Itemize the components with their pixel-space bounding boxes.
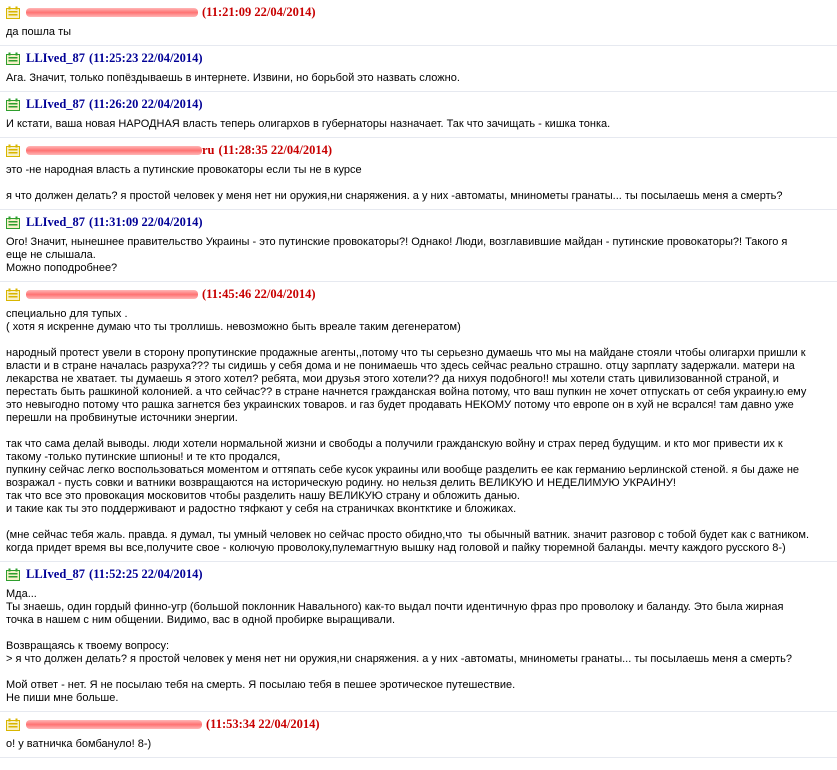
message-line: возражал - пусть совки и ватники возвращаются на историческую родину. но нельзя делить ВЕЛИКУЮ И НЕДЕЛИМУЮ УКРАИНУ!: [6, 477, 676, 489]
message-body: [0, 70, 837, 91]
message: [0, 46, 837, 92]
message-line: это невыгодно потому что рашка загнется без украинских товаров. и газ будет продавать НЕКОМУ потому что европе он в хуй не всрался! там давно уже: [6, 399, 794, 411]
message-line: Мой ответ - нет. Я не посылаю тебя на смерть. Я посылаю тебя в пешее эротическое путешествие.: [6, 679, 516, 691]
message: [0, 92, 837, 138]
redacted-sender-name: [26, 8, 198, 17]
message-timestamp: (11:26:20 22/04/2014): [89, 96, 203, 111]
message-header: [0, 282, 837, 306]
message-body: [0, 306, 837, 561]
message: [0, 0, 837, 46]
message-line: Ты знаешь, один гордый финно-угр (большой поклонник Навального) как-то выдал почти идентичную фраз про проволоку и баланду. Это была жирная: [6, 601, 784, 613]
message-line: так что сама делай выводы. люди хотели нормальной жизни и свободы а получили гражданскую войну и страх перед будущим. и кто мог привести их к: [6, 438, 783, 450]
user-card-green-icon: [6, 98, 20, 111]
sender-name[interactable]: LLIved_87: [26, 96, 86, 111]
sender-name[interactable]: LLIved_87: [26, 214, 86, 229]
message-line: власти и в стране началась разруха??? ты сидишь у себя дома и не понимаешь что здесь сейчас реально страшно. отцу зарплату задержали. матери на: [6, 360, 795, 372]
message-line: (мне сейчас тебя жаль. правда. я думал, ты умный человек но сейчас просто обидно,что ты обычный ватник. значит разговор с тобой будет как с ватником.: [6, 529, 810, 541]
message-timestamp: (11:31:09 22/04/2014): [89, 214, 203, 229]
message-header: [0, 92, 837, 116]
message-line: да пошла ты: [6, 26, 72, 38]
message-line: Ого! Значит, нынешнее правительство Украины - это путинские провокаторы?! Однако! Люди, возглавившие майдан - путинские провокаторы?! Такого я: [6, 236, 788, 248]
user-card-yellow-icon: [6, 144, 20, 157]
message-line: и такие как ты это поддерживают и радостно тяфкают у себя на страничках вконтктике и бложиках.: [6, 503, 517, 515]
sender-name[interactable]: LLIved_87: [26, 566, 86, 581]
message: [0, 282, 837, 562]
message: [0, 210, 837, 282]
message-line: перестать быть рашкиной колонией. а что сейчас?? в стране начнется гражданская война потому, что ваш пупкин не хочет отпускать от себя украину.ю ему: [6, 386, 807, 398]
message-header: [0, 46, 837, 70]
message-body: [0, 116, 837, 137]
user-card-yellow-icon: [6, 718, 20, 731]
message-timestamp: (11:28:35 22/04/2014): [218, 142, 333, 157]
message-timestamp: (11:53:34 22/04/2014): [206, 716, 320, 731]
message-body: [0, 234, 837, 281]
user-card-yellow-icon: [6, 288, 20, 301]
message-body: [0, 586, 837, 711]
message-line: специально для тупых .: [6, 308, 128, 320]
message-timestamp: (11:45:46 22/04/2014): [202, 286, 316, 301]
sender-name[interactable]: LLIved_87: [26, 50, 86, 65]
message-line: И кстати, ваша новая НАРОДНАЯ власть теперь олигархов в губернаторы назначает. Так что зачищать - кишка тонка.: [6, 118, 611, 130]
message-header: [0, 0, 837, 24]
user-card-green-icon: [6, 216, 20, 229]
user-card-green-icon: [6, 52, 20, 65]
message-header: [0, 712, 837, 736]
message-line: это -не народная власть а путинские провокаторы если ты не в курсе: [6, 164, 362, 176]
redacted-sender-name: [26, 290, 198, 299]
message: [0, 562, 837, 712]
message-line: так что все это провокация московитов чтобы разделить нашу ВЕЛИКУЮ страну и обложить данью.: [6, 490, 520, 502]
message-line: перешли на пробвинутые источники энергии.: [6, 412, 238, 424]
user-card-yellow-icon: [6, 6, 20, 19]
redacted-sender-name: [26, 146, 202, 155]
message-header: [0, 562, 837, 586]
message-line: еще не слышала.: [6, 249, 96, 261]
message-line: о! у ватничка бомбануло! 8-): [6, 738, 152, 750]
message-timestamp: (11:25:23 22/04/2014): [89, 50, 203, 65]
message-timestamp: (11:52:25 22/04/2014): [89, 566, 203, 581]
user-card-green-icon: [6, 568, 20, 581]
message-line: точка в нашем с ним общении. Видимо, вас в одной пробирке выращивали.: [6, 614, 396, 626]
message-header: [0, 138, 837, 162]
message-line: > я что должен делать? я простой человек у меня нет ни оружия,ни снаряжения. а у них -автоматы, мнинометы гранаты... ты посылаешь меня а смерть?: [6, 653, 792, 665]
message: [0, 712, 837, 758]
message-line: когда придет время вы все,получите свое - колючую проволоку,пулемагтную вышку над головой и пайку тюремной баланды. мечту каждого русского 8-): [6, 542, 786, 554]
redacted-sender-name: [26, 720, 202, 729]
message-line: такому -только путинские шпионы! и те кто продался,: [6, 451, 281, 463]
message-body: [0, 24, 837, 45]
message-line: Ага. Значит, только попёздываешь в интернете. Извини, но борьбой это назвать сложно.: [6, 72, 460, 84]
message-line: Возвращаясь к твоему вопросу:: [6, 640, 170, 652]
message-line: Не пиши мне больше.: [6, 692, 119, 704]
message-header: [0, 210, 837, 234]
message: [0, 138, 837, 210]
message-body: [0, 162, 837, 209]
message-line: я что должен делать? я простой человек у меня нет ни оружия,ни снаряжения. а у них -автоматы, мнинометы гранаты... ты посылаешь меня а смерть?: [6, 190, 783, 202]
message-body: [0, 736, 837, 757]
message-timestamp: (11:21:09 22/04/2014): [202, 4, 316, 19]
message-line: народный протест увели в сторону пропутинские продажные агенты,,потому что ты серьезно думаешь что мы на майдане стояли чтобы олигархи пришли к: [6, 347, 806, 359]
sender-domain: ru: [202, 142, 215, 157]
message-line: ( хотя я искренне думаю что ты троллишь. невозможно быть вреале таким дегенератом): [6, 321, 461, 333]
message-line: пупкину сейчас легко воспользоваться моментом и оттяпать себе кусок украины или вообще разделить ее как германию ьерлинской стеной. я бы даже не: [6, 464, 800, 476]
message-line: Мда...: [6, 588, 37, 600]
message-line: Можно поподробнее?: [6, 262, 118, 274]
message-line: лекарства не хватает. ты думаешь я этого хотел? ребята, мои друзья этого хотели?? да нихуя подобного!! мы хотели стать цивилизованной страной, и: [6, 373, 779, 385]
